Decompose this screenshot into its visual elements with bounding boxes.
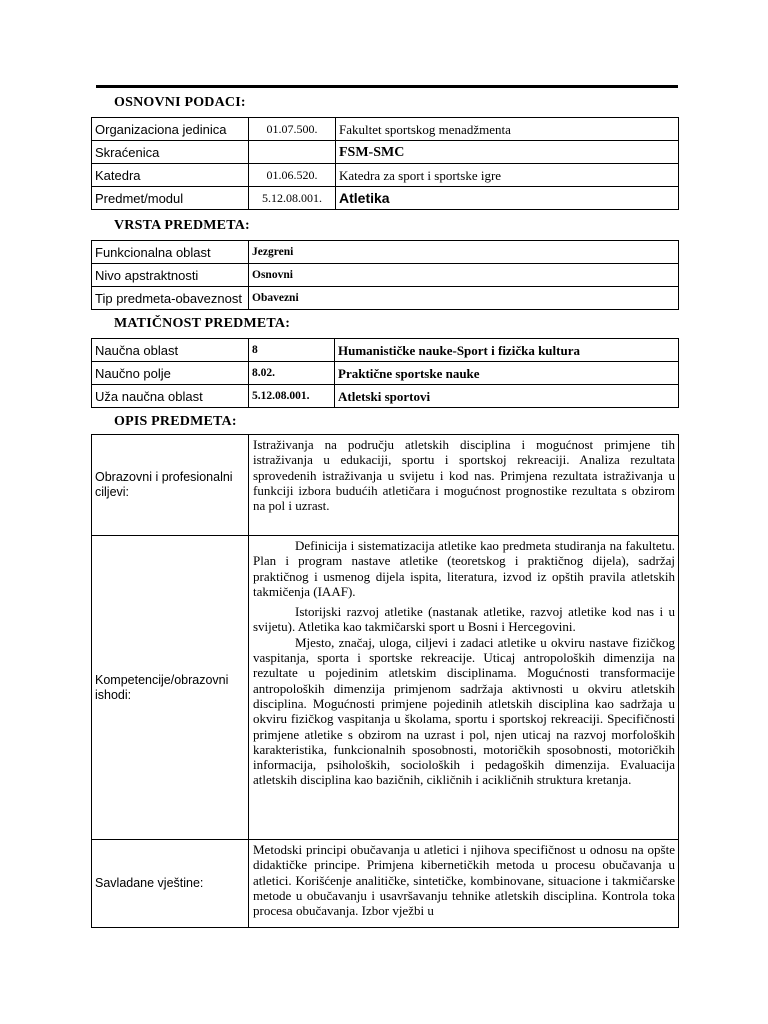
course-description-table xyxy=(91,434,679,928)
parent-label: Naučno polje xyxy=(92,362,249,385)
basic-label: Katedra xyxy=(92,164,249,187)
basic-code xyxy=(249,141,336,164)
parent-code: 8 xyxy=(249,339,335,362)
section-heading-description: OPIS PREDMETA: xyxy=(114,414,237,429)
parent-code: 5.12.08.001. xyxy=(249,385,335,408)
table-row xyxy=(92,164,679,187)
desc-text xyxy=(249,840,679,928)
table-row xyxy=(92,141,679,164)
desc-text xyxy=(249,536,679,840)
desc-paragraph: Istraživanja na području atletskih disciplina i mogućnost primjene tih istraživanja u edukaciji, sportu i sportskoj rekreaciji. Analiza rezultata sprovedenih istraživanja u svijetu i kod nas. Primjena rezultata istraživanja u funkciji izbora budućih atletičara i mogućnost prognostike rezultata s obzirom na pol i uzrast. xyxy=(253,437,675,514)
parent-label: Naučna oblast xyxy=(92,339,249,362)
basic-data-table xyxy=(91,117,679,210)
course-type-table xyxy=(91,240,679,310)
parent-value: Atletski sportovi xyxy=(335,385,679,408)
section-heading-basic: OSNOVNI PODACI: xyxy=(114,95,246,110)
desc-text xyxy=(249,435,679,536)
desc-label: Kompetencije/obrazovni ishodi: xyxy=(92,536,249,840)
table-row xyxy=(92,362,679,385)
table-row xyxy=(92,536,679,840)
basic-code: 5.12.08.001. xyxy=(249,187,336,210)
basic-label: Organizaciona jedinica xyxy=(92,118,249,141)
desc-paragraph: Metodski principi obučavanja u atletici i njihova specifičnost u odnosu na opšte didaktičke principe. Primjena kibernetičkih metoda u procesu obučavanja u atletici. Korišćenje analitičke, sintetičke, kombinovane, situacione i takmičarske metode u obučavanju i usavršavanju tehnike atletskih disciplina. Kontrola toka procesa obučavanja. Izbor vježbi u xyxy=(253,842,675,919)
table-row xyxy=(92,118,679,141)
table-row xyxy=(92,264,679,287)
type-label: Funkcionalna oblast xyxy=(92,241,249,264)
basic-label: Predmet/modul xyxy=(92,187,249,210)
type-label: Nivo apstraktnosti xyxy=(92,264,249,287)
table-row xyxy=(92,241,679,264)
parent-code: 8.02. xyxy=(249,362,335,385)
section-heading-type: VRSTA PREDMETA: xyxy=(114,218,250,233)
basic-code: 01.06.520. xyxy=(249,164,336,187)
parent-value: Humanističke nauke-Sport i fizička kultura xyxy=(335,339,679,362)
type-value: Jezgreni xyxy=(249,241,679,264)
desc-label: Obrazovni i profesionalni ciljevi: xyxy=(92,435,249,536)
basic-value: Katedra za sport i sportske igre xyxy=(336,164,679,187)
basic-value: Fakultet sportskog menadžmenta xyxy=(336,118,679,141)
desc-paragraph: Mjesto, značaj, uloga, ciljevi i zadaci atletike u okviru nastave fizičkog vaspitanja, sporta i sportske rekreacije. Uticaj antropoloških dimenzija na rezultate u pojedinim atletskim disciplinama. Mogućnosti transformacije antropoloških dimenzija primjenom sadržaja aktivnosti u okviru atletskih disciplina. Mogućnosti primjene pojedinih atletskih disciplina kao sadržaja u okviru fizičkog vaspitanja u školama, sportu i sportskoj rekreaciji. Specifičnosti primjene atletike s obzirom na uzrast i pol, njen uticaj na razvoj morfoloških karakteristika, funkcionalnih sposobnosti, motoričkih sposobnosti, motoričkih informacija, psiholoških, socioloških i pedagoških dimenzija. Evaluacija atletskih disciplina kao bazičnih, cikličnih i acikličnih struktura kretanja. xyxy=(253,634,675,788)
table-row xyxy=(92,339,679,362)
type-label: Tip predmeta-obaveznost xyxy=(92,287,249,310)
desc-label: Savladane vještine: xyxy=(92,840,249,928)
table-row xyxy=(92,840,679,928)
table-row xyxy=(92,287,679,310)
table-row xyxy=(92,385,679,408)
desc-paragraph: Istorijski razvoj atletike (nastanak atletike, razvoj atletike kod nas i u svijetu). Atletika kao takmičarski sport u Bosni i Hercegovini. xyxy=(253,604,675,635)
type-value: Osnovni xyxy=(249,264,679,287)
section-heading-parent: MATIČNOST PREDMETA: xyxy=(114,316,291,331)
basic-code: 01.07.500. xyxy=(249,118,336,141)
type-value: Obavezni xyxy=(249,287,679,310)
desc-paragraph: Definicija i sistematizacija atletike kao predmeta studiranja na fakultetu. Plan i program nastave atletike (teoretskog i praktičnog dijela), sadržaj praktičnog i usmenog dijela ispita, literatura, izvod iz opštih pravila atletskih takmičenja (IAAF). xyxy=(253,538,675,599)
course-parent-table xyxy=(91,338,679,408)
basic-value: Atletika xyxy=(336,187,679,210)
basic-label: Skraćenica xyxy=(92,141,249,164)
top-rule xyxy=(96,85,678,88)
parent-value: Praktične sportske nauke xyxy=(335,362,679,385)
basic-value: FSM-SMC xyxy=(336,141,679,164)
table-row xyxy=(92,187,679,210)
table-row xyxy=(92,435,679,536)
parent-label: Uža naučna oblast xyxy=(92,385,249,408)
